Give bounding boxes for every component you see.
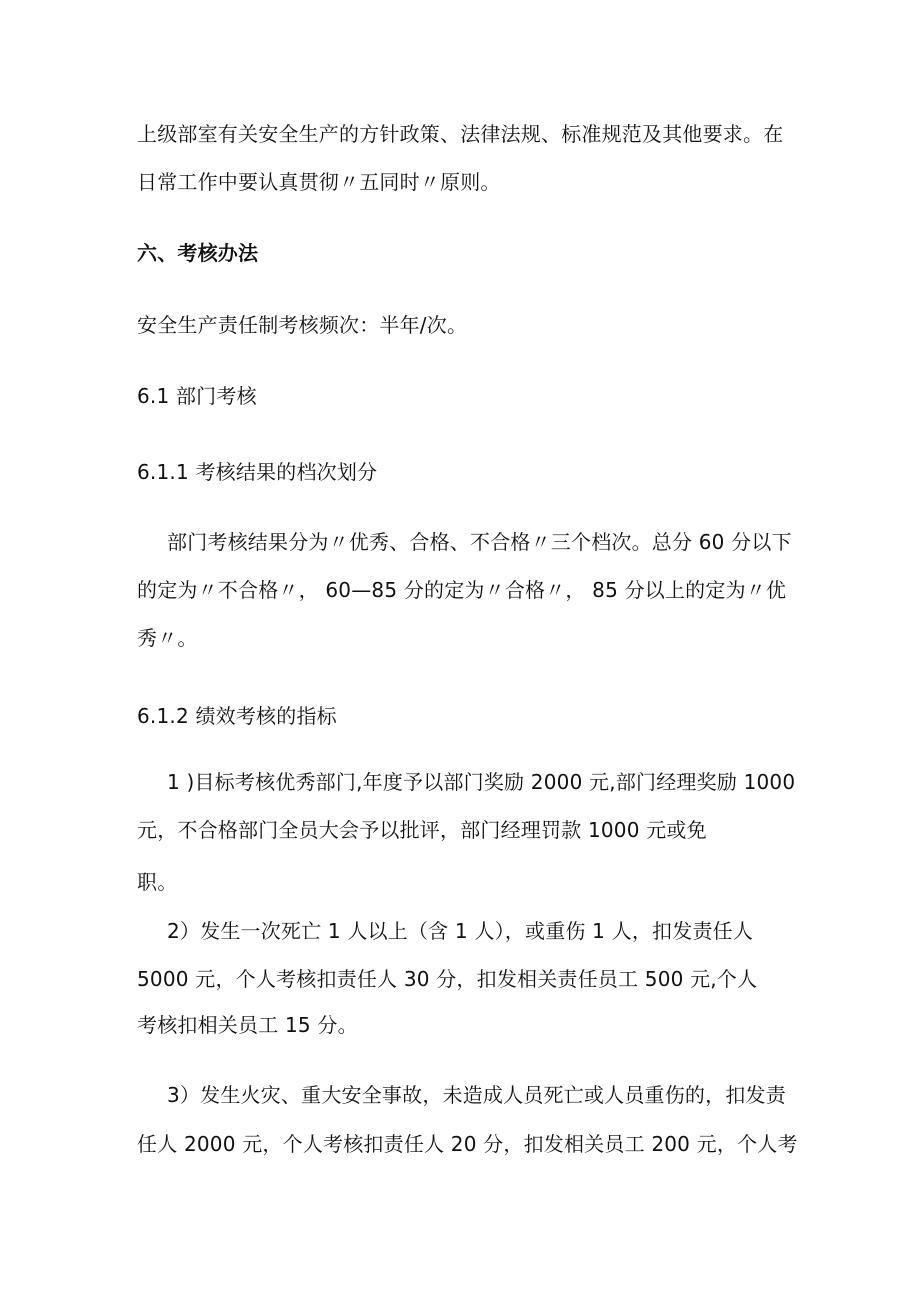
intro-line-1: 上级部室有关安全生产的方针政策、法律法规、标准规范及其他要求。在	[137, 122, 784, 146]
indicator-2-line-1: 2）发生一次死亡 1 人以上（含 1 人），或重伤 1 人，扣发责任人	[167, 919, 754, 943]
grading-line-1: 部门考核结果分为〃优秀、合格、不合格〃三个档次。总分 60 分以下	[167, 530, 792, 554]
indicator-1-line-2: 元，不合格部门全员大会予以批评，部门经理罚款 1000 元或免	[137, 818, 707, 842]
section-6-heading: 六、考核办法	[137, 241, 259, 265]
indicator-1-line-1: 1 )目标考核优秀部门,年度予以部门奖励 2000 元,部门经理奖励 1000	[167, 770, 796, 794]
section-6-1-heading: 6.1 部门考核	[137, 384, 257, 408]
indicator-1-line-3: 职。	[137, 870, 178, 894]
indicator-3-line-1: 3）发生火灾、重大安全事故，未造成人员死亡或人员重伤的，扣发责	[167, 1083, 786, 1107]
intro-line-2: 日常工作中要认真贯彻〃五同时〃原则。	[137, 170, 501, 194]
section-6-1-1-heading: 6.1.1 考核结果的档次划分	[137, 460, 378, 484]
indicator-2-line-3: 考核扣相关员工 15 分。	[137, 1013, 358, 1037]
grading-line-3: 秀〃。	[137, 626, 198, 650]
indicator-2-line-2: 5000 元，个人考核扣责任人 30 分，扣发相关责任员工 500 元,个人	[137, 967, 758, 991]
grading-line-2: 的定为〃不合格〃， 60—85 分的定为〃合格〃， 85 分以上的定为〃优	[137, 578, 787, 602]
indicator-3-line-2: 任人 2000 元，个人考核扣责任人 20 分，扣发相关员工 200 元，个人考	[137, 1132, 798, 1156]
assessment-frequency: 安全生产责任制考核频次：半年/次。	[137, 313, 468, 337]
section-6-1-2-heading: 6.1.2 绩效考核的指标	[137, 704, 337, 728]
